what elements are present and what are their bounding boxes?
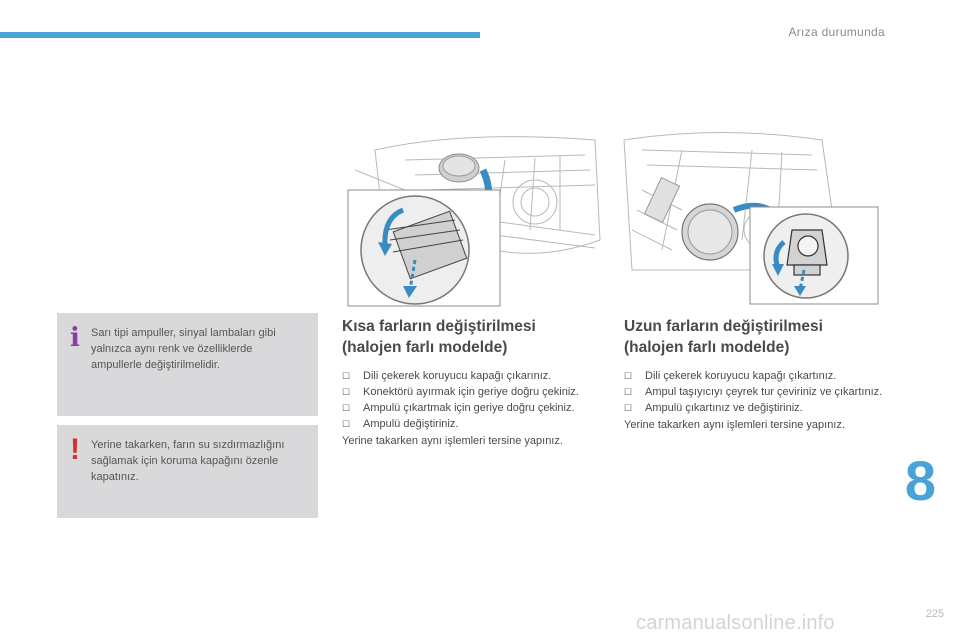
info-note-text: Sarı tipi ampuller, sinyal lambaları gibi yalnızca aynı renk ve özelliklerde ampullerle değiştirilmelidir. xyxy=(91,327,276,371)
high-beam-section xyxy=(624,316,894,433)
page-number: 225 xyxy=(925,608,944,620)
step-text: Ampulü çıkartmak için geriye doğru çekiniz. xyxy=(363,402,575,414)
list-item xyxy=(342,368,612,384)
high-beam-title-line2: (halojen farlı modelde) xyxy=(624,339,790,356)
low-beam-steps xyxy=(342,368,612,432)
list-item xyxy=(624,384,894,400)
chapter-number: 8 xyxy=(904,449,936,512)
warning-note-text: Yerine takarken, farın su sızdırmazlığını sağlamak için koruma kapağını özenle kapatınız. xyxy=(91,439,285,483)
low-beam-section xyxy=(342,316,612,449)
step-text: Dili çekerek koruyucu kapağı çıkartınız. xyxy=(645,370,837,382)
bullet-icon: ☐ xyxy=(624,403,633,413)
watermark-text: carmanualsonline.info xyxy=(636,612,835,634)
step-text: Dili çekerek koruyucu kapağı çıkarınız. xyxy=(363,370,552,382)
low-beam-title-line1: Kısa farların değiştirilmesi xyxy=(342,318,536,335)
high-beam-headlamp-illustration xyxy=(622,130,880,306)
low-beam-closing: Yerine takarken aynı işlemleri tersine yapınız. xyxy=(342,435,563,447)
high-beam-closing: Yerine takarken aynı işlemleri tersine yapınız. xyxy=(624,419,845,431)
high-beam-title-line1: Uzun farların değiştirilmesi xyxy=(624,318,823,335)
info-icon: i xyxy=(70,323,80,353)
low-beam-title-line2: (halojen farlı modelde) xyxy=(342,339,508,356)
section-header-title: Arıza durumunda xyxy=(788,25,885,39)
bullet-icon: ☐ xyxy=(342,403,351,413)
low-beam-title xyxy=(342,316,612,358)
step-text: Ampulü çıkartınız ve değiştiriniz. xyxy=(645,402,803,414)
bullet-icon: ☐ xyxy=(342,371,351,381)
list-item xyxy=(342,384,612,400)
info-note xyxy=(57,313,318,416)
bullet-icon: ☐ xyxy=(624,387,633,397)
warning-note xyxy=(57,425,318,518)
high-beam-steps xyxy=(624,368,894,416)
list-item xyxy=(624,368,894,384)
list-item xyxy=(342,416,612,432)
step-text: Ampul taşıyıcıyı çeyrek tur çeviriniz ve çıkartınız. xyxy=(645,386,883,398)
step-text: Konektörü ayırmak için geriye doğru çekiniz. xyxy=(363,386,579,398)
low-beam-headlamp-illustration xyxy=(345,130,603,308)
header-accent-bar xyxy=(0,32,480,38)
exclamation-icon: ! xyxy=(70,433,80,466)
list-item xyxy=(624,400,894,416)
bullet-icon: ☐ xyxy=(624,371,633,381)
bullet-icon: ☐ xyxy=(342,387,351,397)
list-item xyxy=(342,400,612,416)
bullet-icon: ☐ xyxy=(342,419,351,429)
high-beam-title xyxy=(624,316,894,358)
step-text: Ampulü değiştiriniz. xyxy=(363,418,459,430)
